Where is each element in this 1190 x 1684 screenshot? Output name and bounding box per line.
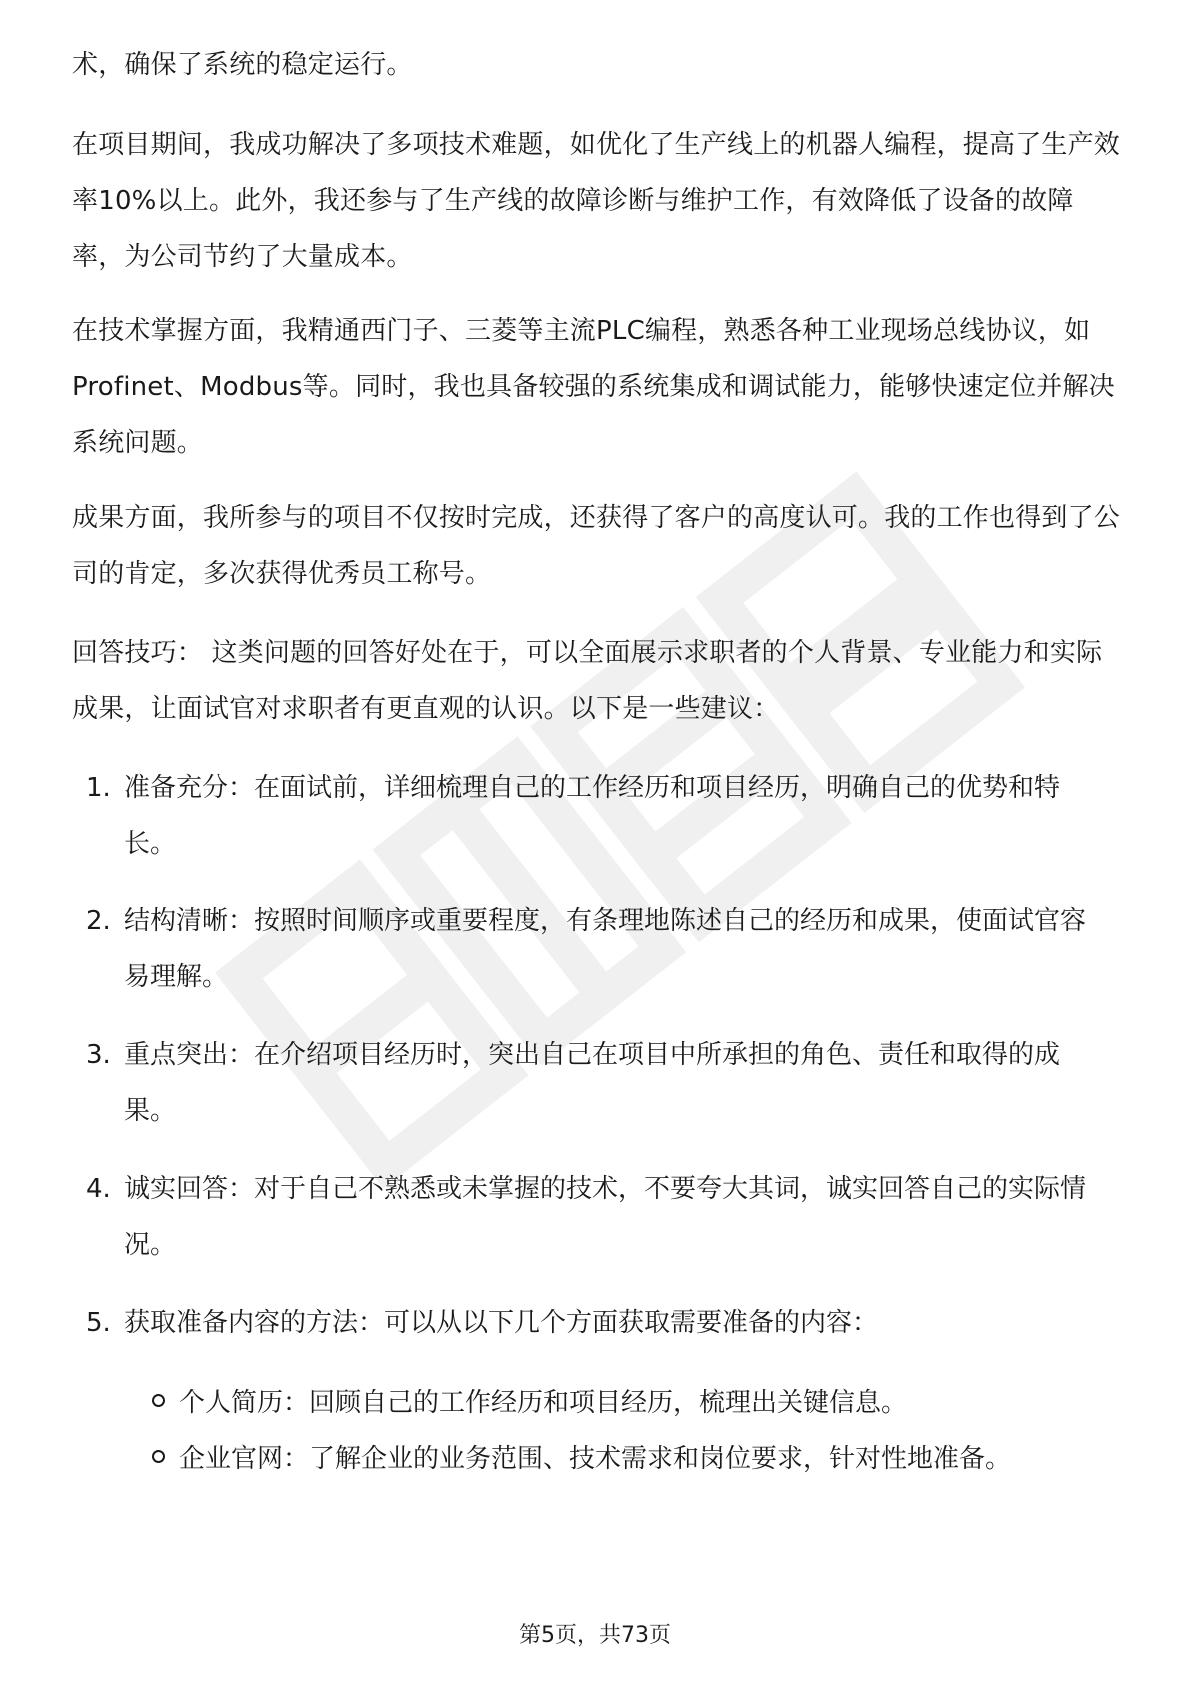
sub-list-text: 个人简历：回顾自己的工作经历和项目经历，梳理出关键信息。	[179, 1388, 908, 1418]
page-footer: 第5页，共73页	[519, 1623, 671, 1648]
hollow-bullet-icon	[152, 1394, 165, 1407]
list-text: 准备充分：在面试前，详细梳理自己的工作经历和项目经历，明确自己的优势和特长。	[124, 773, 1061, 859]
hollow-bullet-icon	[152, 1450, 165, 1463]
paragraph-results: 成果方面，我所参与的项目不仅按时完成，还获得了客户的高度认可。我的工作也得到了公司的肯定，多次获得优秀员工称号。	[72, 503, 1121, 589]
sub-list-item-resume	[152, 1375, 1132, 1431]
list-number: 2.	[86, 906, 111, 936]
list-number: 4.	[86, 1174, 111, 1204]
list-text: 重点突出：在介绍项目经历时，突出自己在项目中所承担的角色、责任和取得的成果。	[124, 1040, 1061, 1126]
list-number: 3.	[86, 1040, 111, 1070]
list-text: 结构清晰：按照时间顺序或重要程度，有条理地陈述自己的经历和成果，使面试官容易理解。	[124, 906, 1087, 992]
list-text: 获取准备内容的方法：可以从以下几个方面获取需要准备的内容：	[124, 1308, 879, 1338]
paragraph-intro-tail: 术，确保了系统的稳定运行。	[72, 50, 413, 80]
paragraph-project-achievements: 在项目期间，我成功解决了多项技术难题，如优化了生产线上的机器人编程，提高了生产效率10%以上。此外，我还参与了生产线的故障诊断与维护工作，有效降低了设备的故障率，为公司节约了大量成本。	[72, 130, 1121, 272]
sub-list-text: 企业官网：了解企业的业务范围、技术需求和岗位要求，针对性地准备。	[179, 1444, 1012, 1474]
paragraph-technical-skills: 在技术掌握方面，我精通西门子、三菱等主流PLC编程，熟悉各种工业现场总线协议，如Profinet、Modbus等。同时，我也具备较强的系统集成和调试能力，能够快速定位并解决系统问题。	[72, 316, 1115, 458]
paragraph-answer-tips: 回答技巧： 这类问题的回答好处在于，可以全面展示求职者的个人背景、专业能力和实际成果，让面试官对求职者有更直观的认识。以下是一些建议：	[72, 638, 1103, 724]
list-text: 诚实回答：对于自己不熟悉或未掌握的技术，不要夸大其词，诚实回答自己的实际情况。	[124, 1174, 1087, 1260]
list-number: 1.	[86, 773, 111, 803]
list-number: 5.	[86, 1308, 111, 1338]
sub-list-item-company-site	[152, 1431, 1132, 1487]
